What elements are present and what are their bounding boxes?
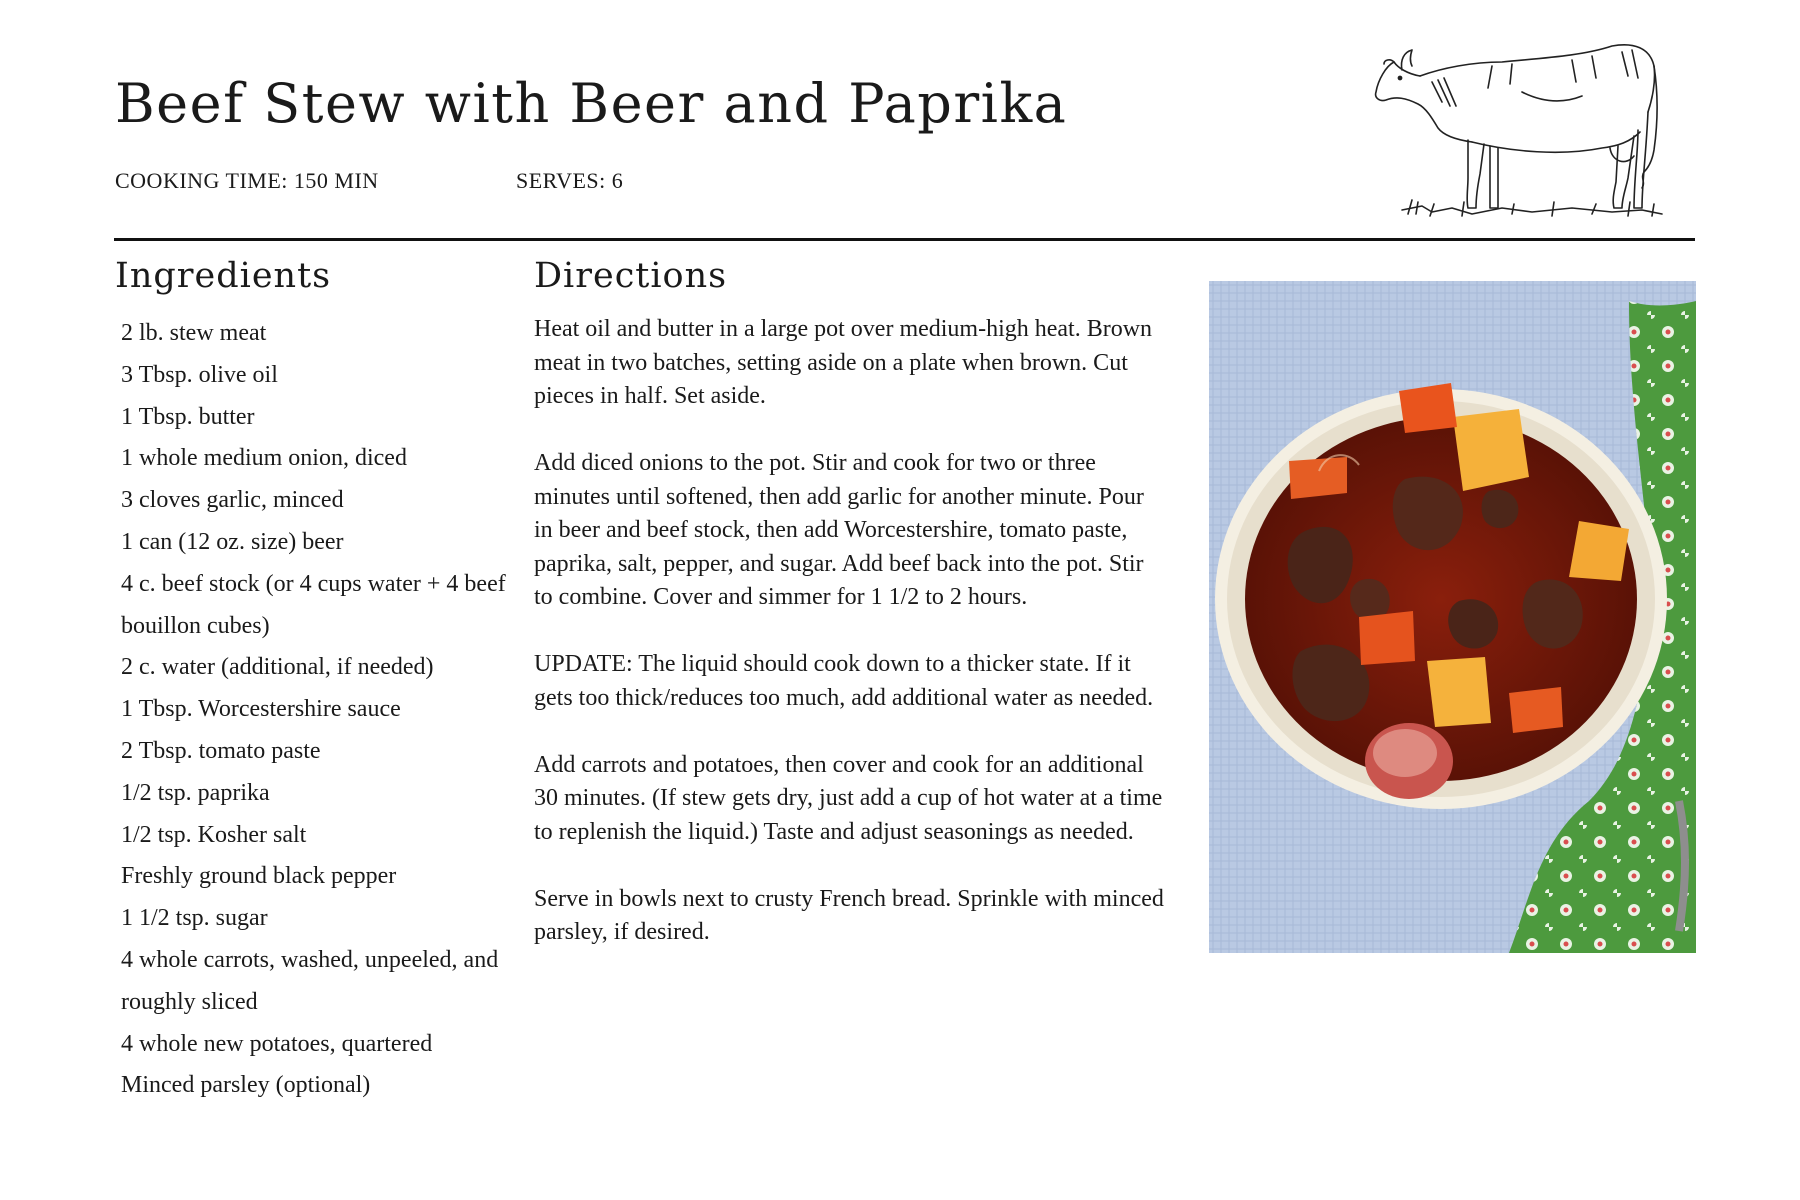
serves: SERVES: 6 [516, 168, 624, 193]
cow-illustration [1372, 32, 1672, 232]
direction-step: Add carrots and potatoes, then cover and cook for an additional 30 minutes. (If stew gets dry, just add a cup of hot water at a time to replenish the liquid.) Taste and adjust seasonings as needed. [534, 751, 1163, 845]
ingredient-item: Minced parsley (optional) [121, 1072, 371, 1099]
direction-step: Heat oil and butter in a large pot over medium-high heat. Brown meat in two batches, setting aside on a plate when brown. Cut pieces in half. Set aside. [534, 316, 1153, 409]
ingredient-item: 2 Tbsp. tomato paste [121, 737, 321, 764]
ingredient-item: 3 cloves garlic, minced [121, 487, 344, 514]
direction-step: UPDATE: The liquid should cook down to a thicker state. If it gets too thick/reduces too much, add additional water as needed. [534, 651, 1154, 711]
directions-heading: Directions [534, 256, 728, 296]
direction-step: Serve in bowls next to crusty French bread. Sprinkle with minced parsley, if desired. [534, 885, 1164, 945]
direction-step: Add diced onions to the pot. Stir and cook for two or three minutes until softened, then add garlic for another minute. Pour in beer and beef stock, then add Worcestershire, tomato paste, paprika, salt, pepper, and sugar. Add beef back into the pot. Stir to combine. Cover and simmer for 1 1/2 to 2 hours. [534, 450, 1144, 610]
beef-stew-photo [1209, 281, 1696, 953]
ingredient-item: Freshly ground black pepper [121, 863, 397, 890]
ingredient-item: 1 can (12 oz. size) beer [121, 528, 344, 555]
ingredients-heading: Ingredients [115, 256, 332, 296]
directions-body [534, 313, 1166, 983]
ingredient-item: 1 Tbsp. butter [121, 403, 255, 430]
ingredient-item: 3 Tbsp. olive oil [121, 361, 278, 388]
cooking-time: COOKING TIME: 150 MIN [115, 168, 379, 193]
ingredient-item: 1 Tbsp. Worcestershire sauce [121, 696, 401, 723]
ingredient-item: 4 whole carrots, washed, unpeeled, and roughly sliced [121, 946, 499, 1015]
header-divider [114, 238, 1695, 241]
ingredient-item: 1/2 tsp. paprika [121, 779, 270, 806]
ingredient-item: 2 c. water (additional, if needed) [121, 654, 434, 681]
ingredient-item: 1/2 tsp. Kosher salt [121, 821, 307, 848]
recipe-title: Beef Stew with Beer and Paprika [115, 72, 1068, 135]
ingredient-item: 1 whole medium onion, diced [121, 445, 407, 472]
ingredient-item: 4 whole new potatoes, quartered [121, 1030, 433, 1057]
ingredient-item: 1 1/2 tsp. sugar [121, 905, 268, 932]
ingredients-list [121, 313, 511, 1107]
ingredient-item: 4 c. beef stock (or 4 cups water + 4 beef bouillon cubes) [121, 570, 506, 639]
ingredient-item: 2 lb. stew meat [121, 320, 267, 346]
